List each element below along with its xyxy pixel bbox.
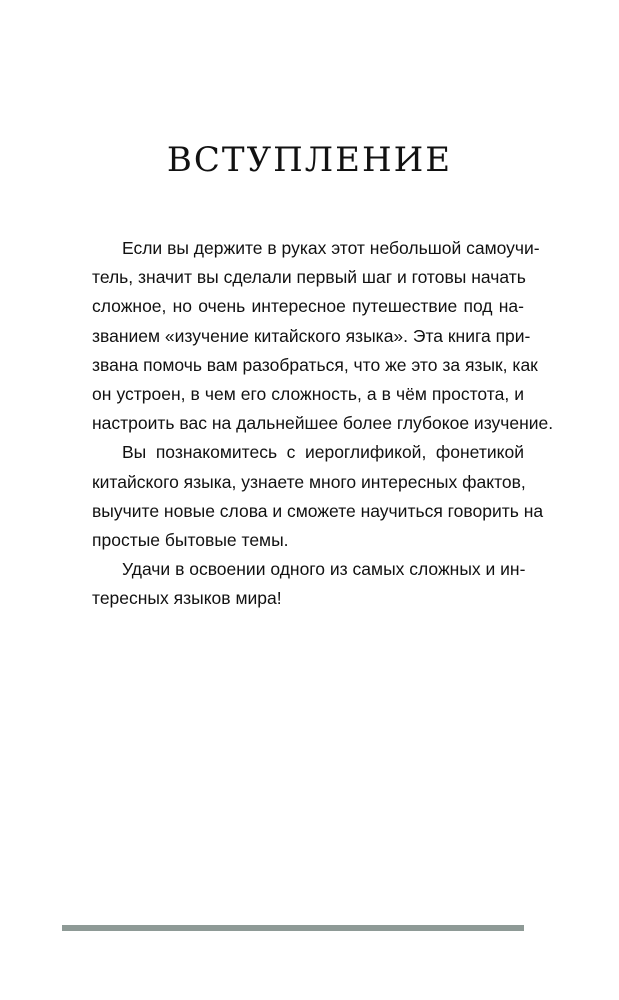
text-line: настроить вас на дальнейшее более глубокое изучение. xyxy=(92,413,554,434)
text-line: званием «изучение китайского языка». Эта книга при- xyxy=(92,325,531,346)
paragraph-1 xyxy=(62,234,554,438)
footer-rule xyxy=(62,925,524,931)
text-line: простые бытовые темы. xyxy=(92,530,289,551)
body-text xyxy=(62,234,554,614)
text-line: сложное, но очень интересное путешествие под на- xyxy=(92,296,524,317)
text-line: Вы познакомитесь с иероглификой, фонетикой xyxy=(122,442,524,463)
text-line: он устроен, в чем его сложность, а в чём простота, и xyxy=(92,384,524,405)
text-line: звана помочь вам разобраться, что же это за язык, как xyxy=(92,354,538,375)
text-line: тель, значит вы сделали первый шаг и готовы начать xyxy=(92,267,526,288)
chapter-heading: ВСТУПЛЕНИЕ xyxy=(166,140,453,180)
text-line: тересных языков мира! xyxy=(92,588,282,609)
text-line: выучите новые слова и сможете научиться говорить на xyxy=(92,500,544,521)
text-line: китайского языка, узнаете много интересных фактов, xyxy=(92,471,526,492)
text-line: Если вы держите в руках этот небольшой самоучи- xyxy=(122,238,540,258)
paragraph-2 xyxy=(62,438,544,555)
paragraph-3 xyxy=(62,555,524,613)
text-line: Удачи в освоении одного из самых сложных и ин- xyxy=(122,559,526,580)
